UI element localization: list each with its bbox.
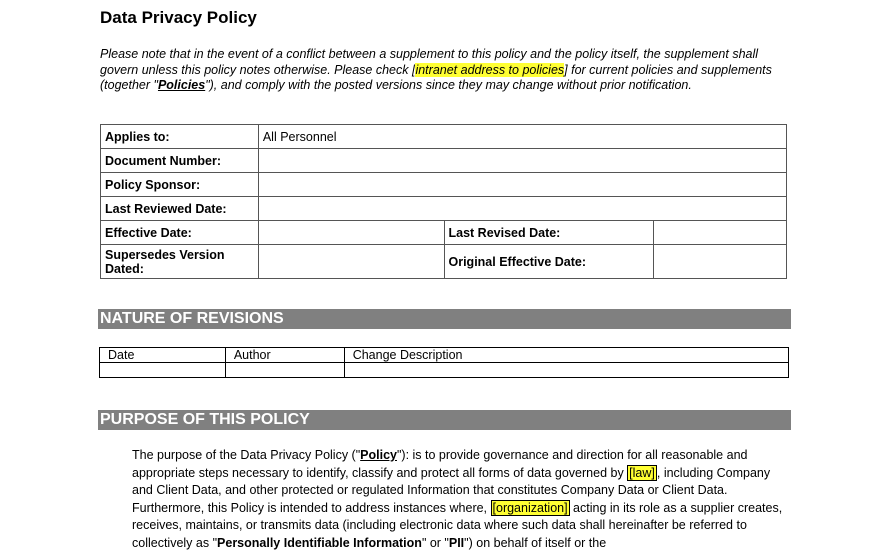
intranet-placeholder: intranet address to policies: [415, 62, 565, 77]
table-row: [100, 363, 789, 378]
document-number-value[interactable]: [258, 149, 786, 173]
intro-note: [100, 47, 780, 94]
supersedes-label: Supersedes Version Dated:: [101, 245, 259, 279]
document-number-label: Document Number:: [101, 149, 259, 173]
purpose-heading: PURPOSE OF THIS POLICY: [98, 410, 791, 430]
last-revised-value[interactable]: [654, 221, 787, 245]
column-header-author: Author: [225, 348, 344, 363]
supersedes-value[interactable]: [258, 245, 444, 279]
effective-date-value[interactable]: [258, 221, 444, 245]
policies-term: Policies: [157, 78, 206, 92]
purpose-text-1: The purpose of the Data Privacy Policy (": [132, 448, 361, 462]
pii-abbrev-term: PII: [448, 535, 465, 550]
table-row: [101, 221, 787, 245]
table-row: [101, 149, 787, 173]
intro-text-1: Please note that in the event of a conflict between a supplement to this policy and the policy itself, the supplement shall govern unless this policy notes otherwise. Please check [: [100, 47, 759, 77]
purpose-text-2: "): is to provide governance and direction for all reasonable and appropriate steps necessary to identify, classify and protect all forms of data governed by: [132, 448, 748, 480]
revision-description-cell[interactable]: [344, 363, 788, 378]
purpose-text-5: " or ": [421, 535, 449, 550]
organization-placeholder: [organization]: [492, 500, 568, 515]
policy-term: Policy: [360, 448, 397, 462]
column-header-change-description: Change Description: [344, 348, 788, 363]
column-header-date: Date: [100, 348, 226, 363]
revision-author-cell[interactable]: [225, 363, 344, 378]
pii-full-term: Personally Identifiable Information: [217, 535, 422, 550]
purpose-paragraph: [132, 447, 792, 552]
nature-of-revisions-heading: NATURE OF REVISIONS: [98, 309, 791, 329]
intro-text-2: ] for current policies and supplements (together ": [100, 62, 772, 92]
effective-date-label: Effective Date:: [101, 221, 259, 245]
applies-to-label: Applies to:: [101, 125, 259, 149]
policy-sponsor-value[interactable]: [258, 173, 786, 197]
policy-metadata-table: [100, 124, 787, 279]
revision-date-cell[interactable]: [100, 363, 226, 378]
intro-text-3: "), and comply with the posted versions since they may change without prior notification.: [205, 78, 692, 92]
table-row: [101, 245, 787, 279]
original-effective-label: Original Effective Date:: [444, 245, 654, 279]
original-effective-value[interactable]: [654, 245, 787, 279]
table-header-row: [100, 348, 789, 363]
purpose-text-4: acting in its role as a supplier creates, receives, maintains, or transmits data (including electronic data where such data shall hereinafter be referred to collectively as ": [132, 500, 783, 550]
last-reviewed-value[interactable]: [258, 197, 786, 221]
document-title: Data Privacy Policy: [100, 8, 257, 27]
purpose-text-6: ") on behalf of itself or the: [464, 535, 607, 550]
table-row: [101, 173, 787, 197]
applies-to-value[interactable]: All Personnel: [258, 125, 786, 149]
policy-sponsor-label: Policy Sponsor:: [101, 173, 259, 197]
purpose-text-3: , including Company and Client Data, and other protected or regulated Information that constitutes Company Data or Client Data. Furthermore, this Policy is intended to address instances where,: [132, 465, 771, 515]
last-revised-label: Last Revised Date:: [444, 221, 654, 245]
revisions-table: [99, 347, 789, 378]
law-placeholder: [law]: [629, 465, 655, 480]
table-row: [101, 197, 787, 221]
last-reviewed-label: Last Reviewed Date:: [101, 197, 259, 221]
table-row: [101, 125, 787, 149]
